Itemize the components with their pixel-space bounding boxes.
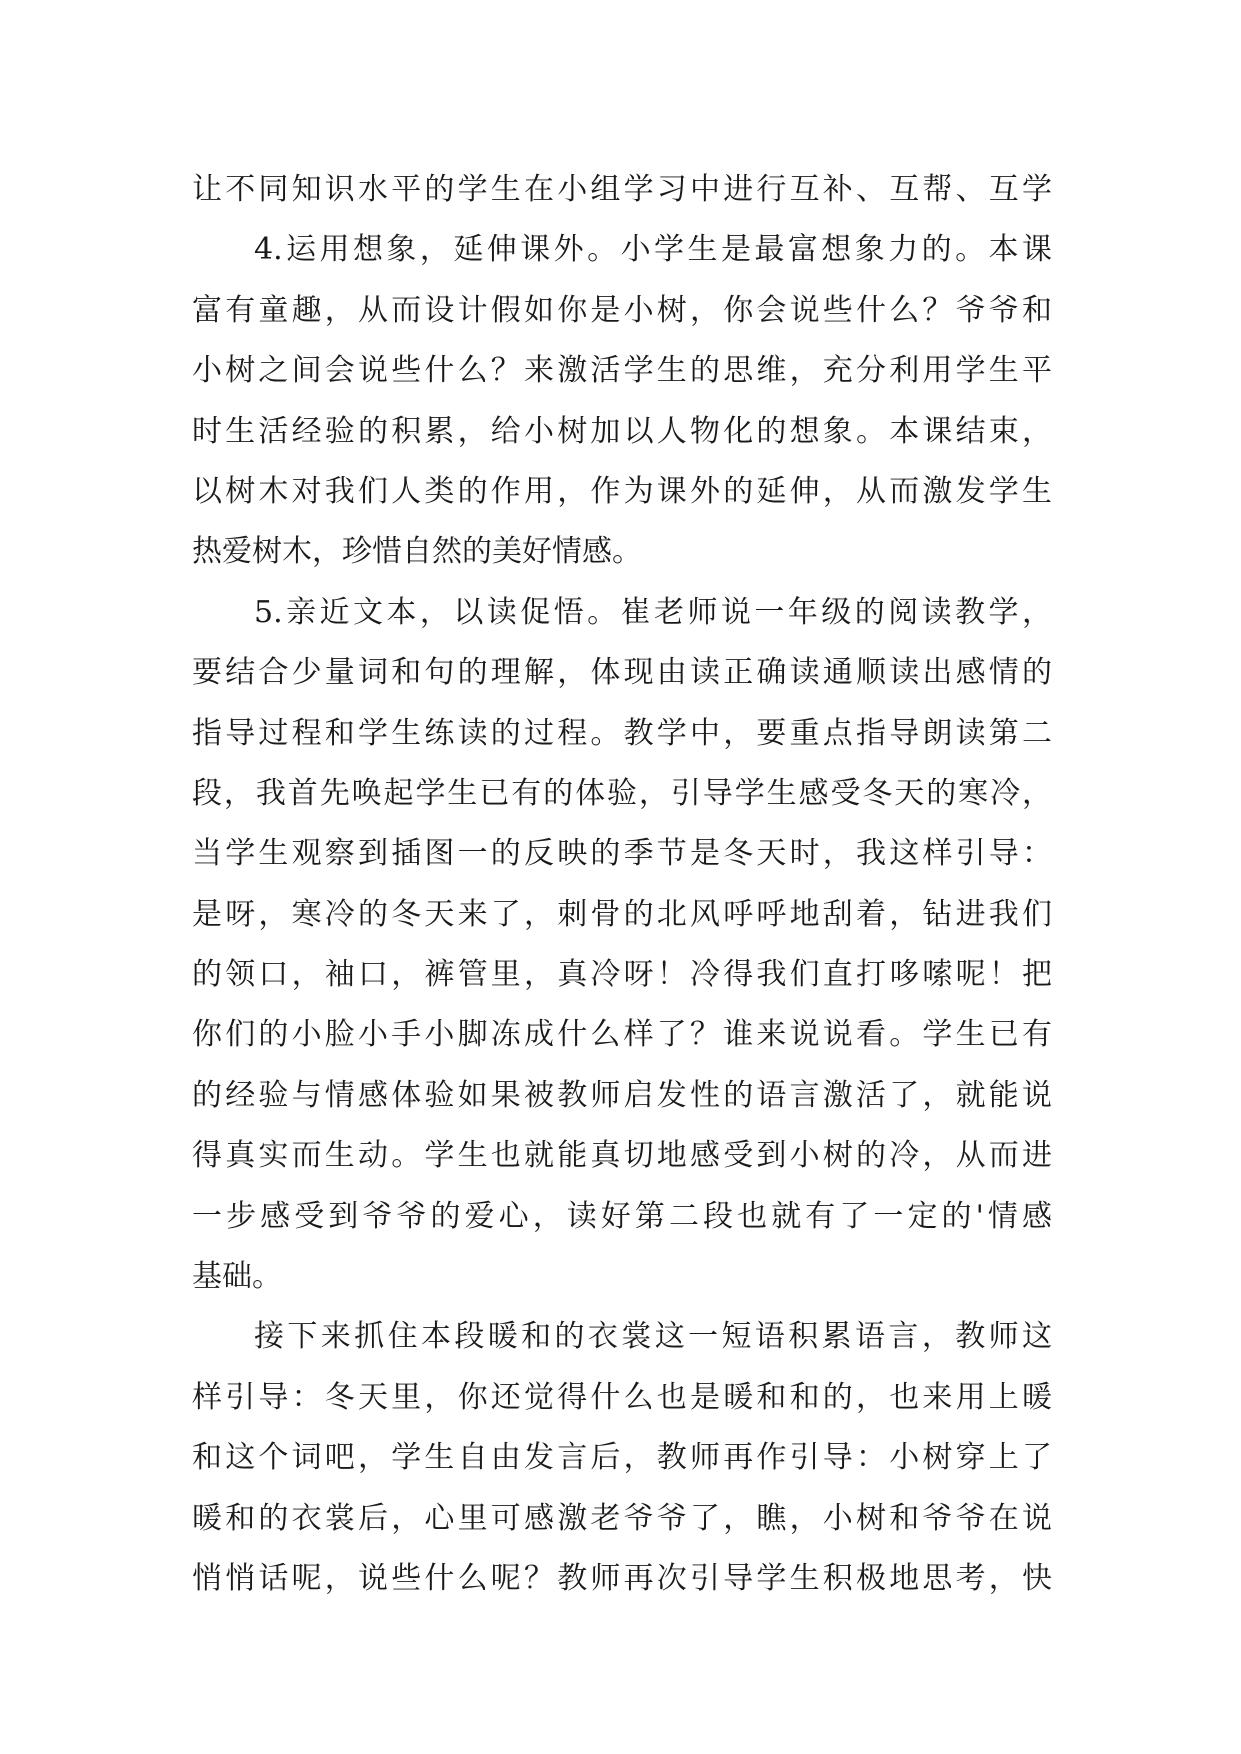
text-line: 5.亲近文本，以读促悟。崔老师说一年级的阅读教学，	[254, 594, 1052, 630]
text-line: 悄悄话呢，说些什么呢？教师再次引导学生积极地思考，快	[192, 1560, 1052, 1596]
text-line: 接下来抓住本段暖和的衣裳这一短语积累语言，教师这	[254, 1319, 1052, 1355]
text-line: 得真实而生动。学生也就能真切地感受到小树的冷，从而进	[192, 1138, 1052, 1174]
text-line: 4.运用想象，延伸课外。小学生是最富想象力的。本课	[254, 232, 1052, 268]
paragraph-imagination	[192, 220, 1052, 582]
text-line: 是呀，寒冷的冬天来了，刺骨的北风呼呼地刮着，钻进我们	[192, 896, 1052, 932]
paragraph-continuation	[192, 160, 1052, 220]
text-line: 指导过程和学生练读的过程。教学中，要重点指导朗读第二	[192, 715, 1052, 751]
text-line: 的经验与情感体验如果被教师启发性的语言激活了，就能说	[192, 1077, 1052, 1113]
text-line: 和这个词吧，学生自由发言后，教师再作引导：小树穿上了	[192, 1440, 1052, 1476]
text-line: 基础。	[192, 1259, 282, 1295]
text-line: 当学生观察到插图一的反映的季节是冬天时，我这样引导：	[192, 836, 1052, 872]
document-body	[192, 160, 1052, 1609]
text-line: 你们的小脸小手小脚冻成什么样了？谁来说说看。学生已有	[192, 1017, 1052, 1053]
text-line: 小树之间会说些什么？来激活学生的思维，充分利用学生平	[192, 353, 1052, 389]
paragraph-warm-clothes	[192, 1307, 1052, 1609]
text-line: 样引导：冬天里，你还觉得什么也是暖和和的，也来用上暖	[192, 1379, 1052, 1415]
text-line: 让不同知识水平的学生在小组学习中进行互补、互帮、互学	[192, 172, 1052, 207]
text-line: 暖和的衣裳后，心里可感激老爷爷了，瞧，小树和爷爷在说	[192, 1500, 1052, 1536]
text-line: 富有童趣，从而设计假如你是小树，你会说些什么？爷爷和	[192, 292, 1052, 328]
text-line: 的领口，袖口，裤管里，真冷呀！冷得我们直打哆嗦呢！把	[192, 957, 1052, 993]
text-line: 以树木对我们人类的作用，作为课外的延伸，从而激发学生	[192, 473, 1052, 509]
text-line: 段，我首先唤起学生已有的体验，引导学生感受冬天的寒冷，	[192, 775, 1052, 811]
text-line: 热爱树木，珍惜自然的美好情感。	[192, 534, 642, 570]
paragraph-reading	[192, 583, 1052, 1308]
text-line: 时生活经验的积累，给小树加以人物化的想象。本课结束，	[192, 413, 1052, 449]
text-line: 一步感受到爷爷的爱心，读好第二段也就有了一定的'情感	[192, 1198, 1052, 1234]
text-line: 要结合少量词和句的理解，体现由读正确读通顺读出感情的	[192, 655, 1052, 691]
